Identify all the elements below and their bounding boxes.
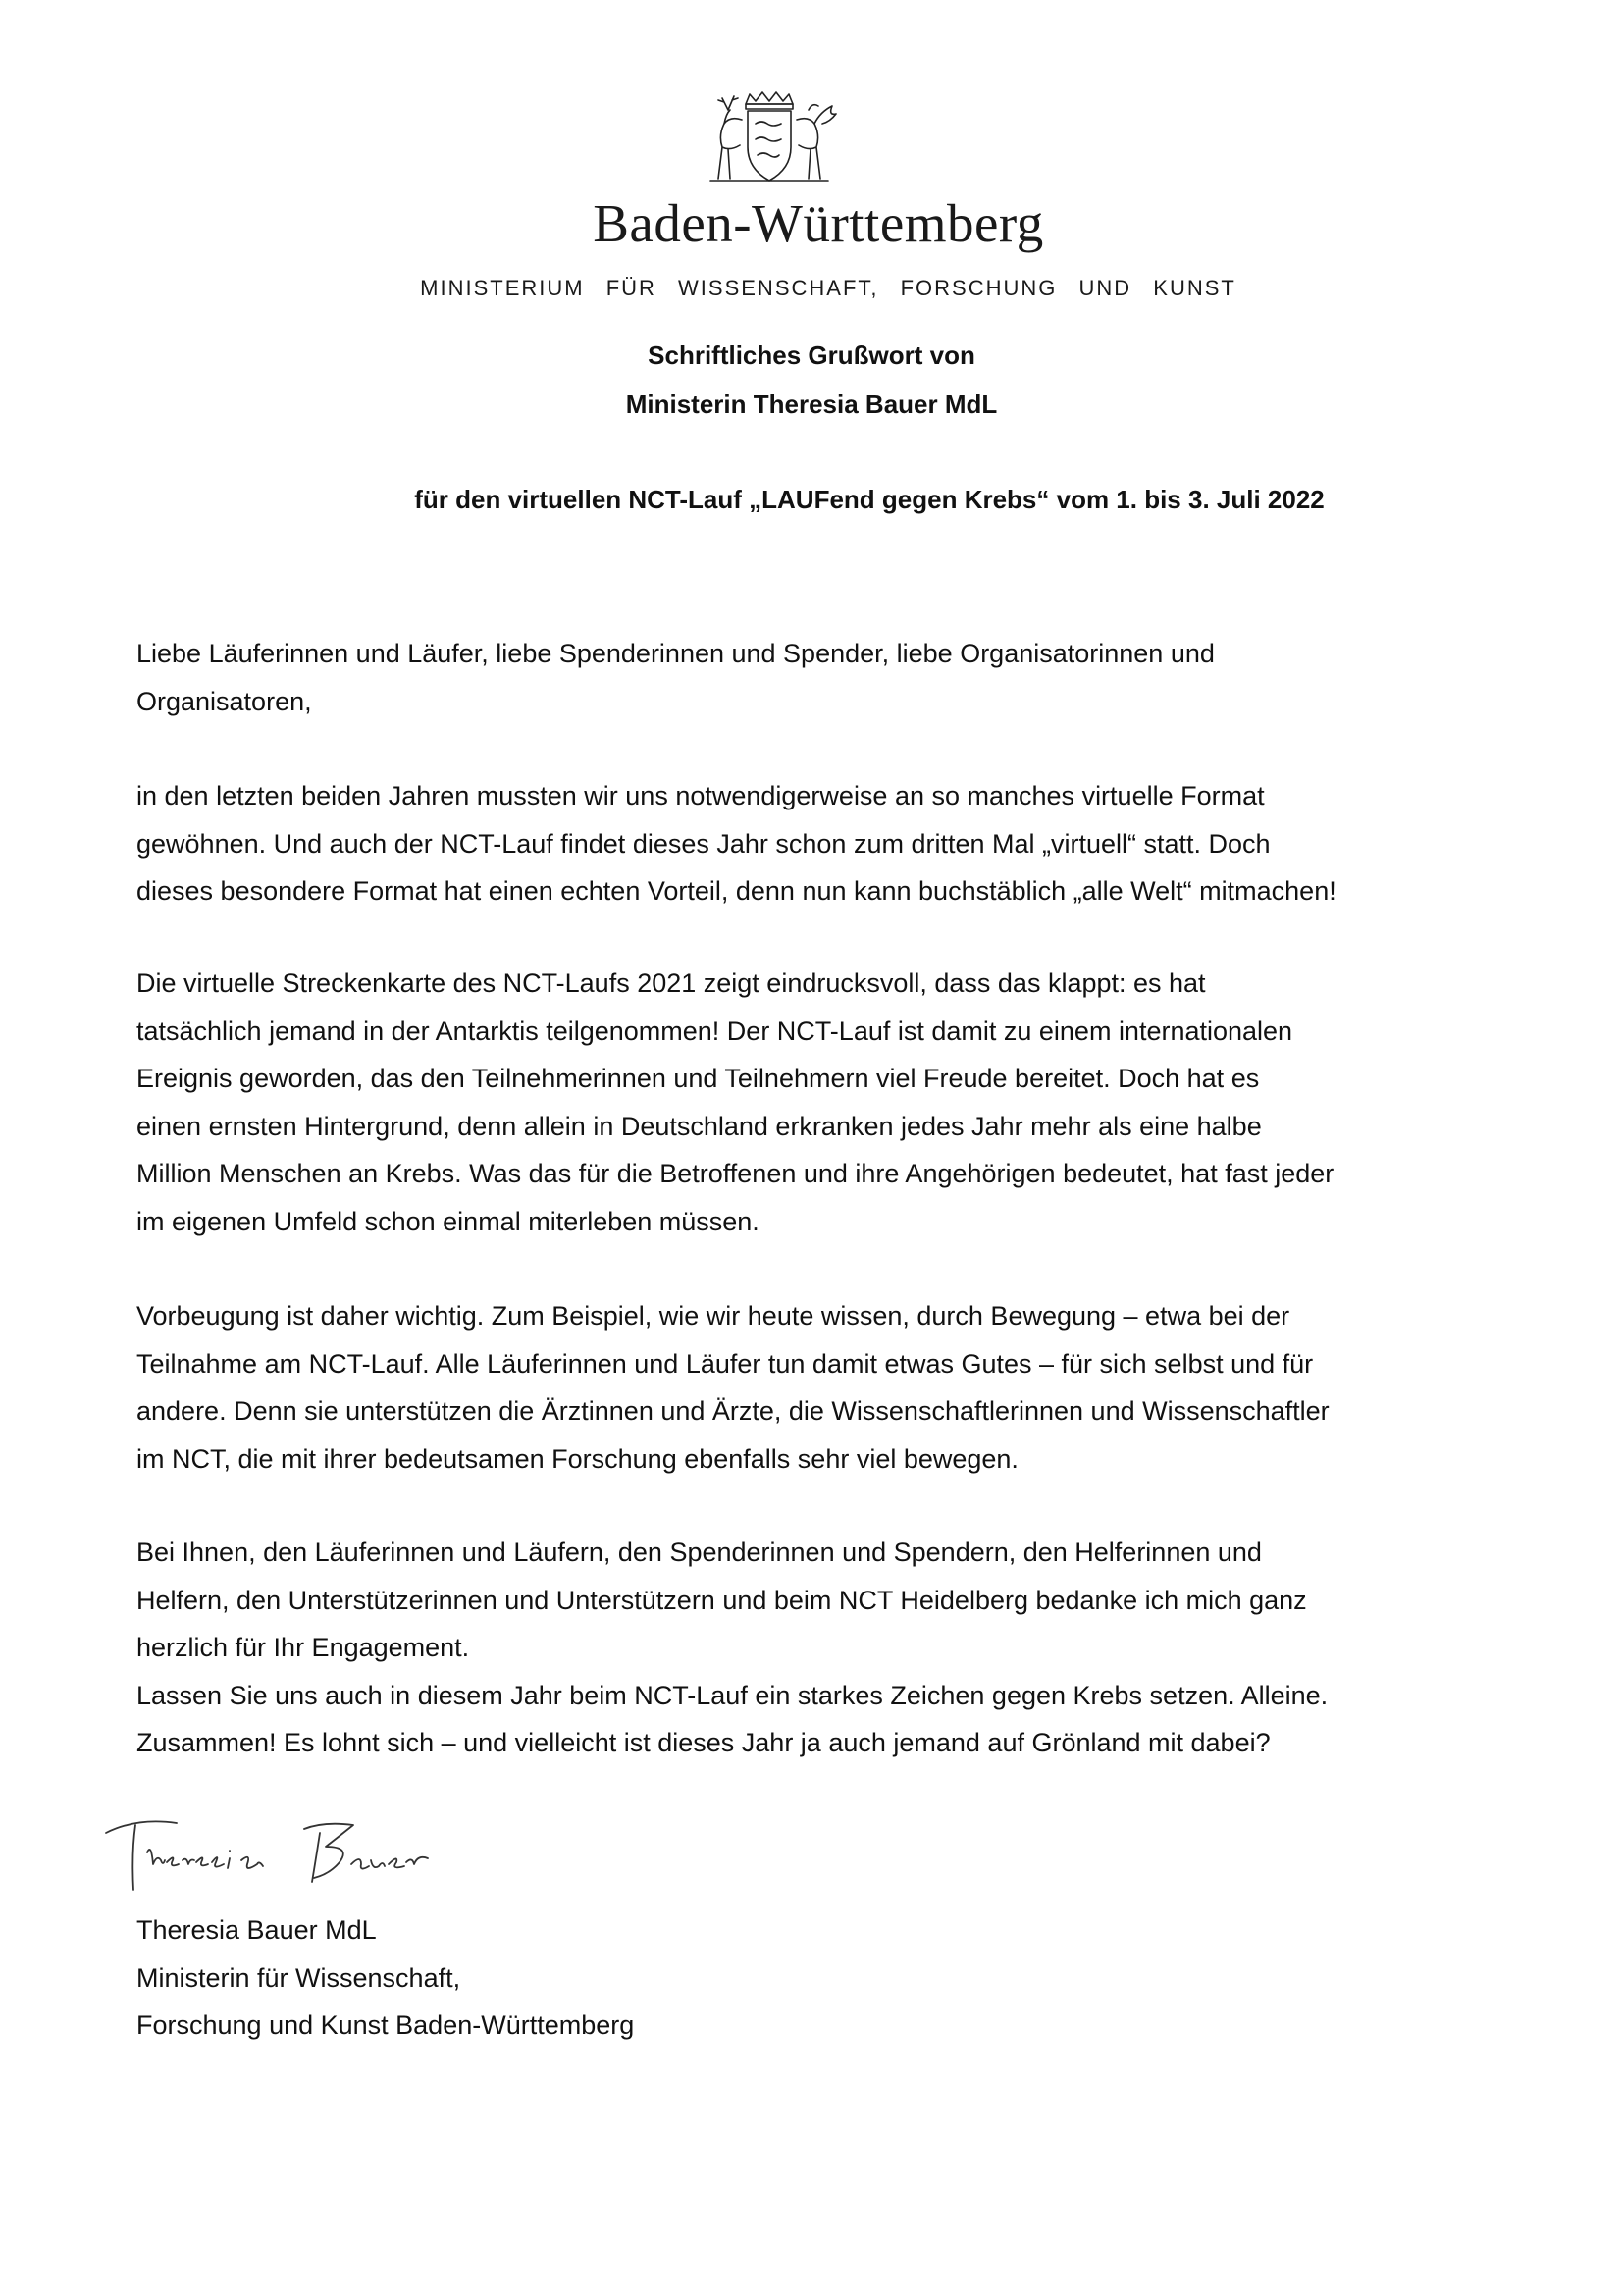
salutation-text: Liebe Läuferinnen und Läufer, liebe Spenderinnen und Spender, liebe Organisatorinnen und Organisatoren, xyxy=(136,639,1215,716)
document-occasion: für den virtuellen NCT-Lauf „LAUFend gegen Krebs“ vom 1. bis 3. Juli 2022 xyxy=(414,485,1325,514)
paragraph-text: Vorbeugung ist daher wichtig. Zum Beispiel, wie wir heute wissen, durch Bewegung – etwa bei der Teilnahme am NCT-Lauf. Alle Läuferinnen und Läufer tun damit etwas Gutes – für sich selbst und für andere. Denn sie unterstützen die Ärztinnen und Ärzte, die Wissenschaftlerinnen und Wissenschaftler im NCT, die mit ihrer bedeutsamen Forschung ebenfalls sehr viel bewegen. xyxy=(136,1301,1330,1474)
ministry-name: MINISTERIUM FÜR WISSENSCHAFT, FORSCHUNG UND KUNST xyxy=(420,276,1236,300)
paragraph-text: Die virtuelle Streckenkarte des NCT-Laufs 2021 zeigt eindrucksvoll, dass das klappt: es hat tatsächlich jemand in der Antarktis teilgenommen! Der NCT-Lauf ist damit zu einem internationalen Ereignis geworden, das den Teilnehmerinnen und Teilnehmern viel Freude bereitet. Doch hat es einen ernsten Hintergrund, denn allein in Deutschland erkranken jedes Jahr mehr als eine halbe Million Menschen an Krebs. Was das für die Betroffenen und ihre Angehörigen bedeutet, hat fast jeder im eigenen Umfeld schon einmal miterleben müssen. xyxy=(136,968,1335,1236)
signer-block xyxy=(136,1906,634,2050)
paragraph xyxy=(136,1292,1412,1483)
signer-name: Theresia Bauer MdL xyxy=(136,1915,377,1945)
coat-of-arms-icon xyxy=(685,90,854,188)
paragraph xyxy=(136,960,1412,1245)
state-name: Baden-Württemberg xyxy=(593,193,1044,253)
salutation xyxy=(136,630,1412,725)
signer-role-line1: Ministerin für Wissenschaft, xyxy=(136,1962,461,1993)
signer-role-line2: Forschung und Kunst Baden-Württemberg xyxy=(136,2010,635,2040)
document-title-line1: Schriftliches Grußwort von xyxy=(648,340,975,370)
handwritten-signature xyxy=(98,1803,589,1911)
paragraph-text: in den letzten beiden Jahren mussten wir uns notwendigerweise an so manches virtuelle Format gewöhnen. Und auch der NCT-Lauf findet dieses Jahr schon zum dritten Mal „virtuell“ statt. Doch dieses besondere Format hat einen echten Vorteil, denn nun kann buchstäblich „alle Welt“ mitmachen! xyxy=(136,781,1336,906)
paragraph xyxy=(136,772,1412,915)
paragraph-text: Bei Ihnen, den Läuferinnen und Läufern, den Spenderinnen und Spendern, den Helferinnen und Helfern, den Unterstützerinnen und Unterstützern und beim NCT Heidelberg bedanke ich mich ganz herzlich für Ihr Engagement. Lassen Sie uns auch in diesem Jahr beim NCT-Lauf ein starkes Zeichen gegen Krebs setzen. Alleine. Zusammen! Es lohnt sich – und vielleicht ist dieses Jahr ja auch jemand auf Grönland mit dabei? xyxy=(136,1538,1329,1757)
document-title-line2: Ministerin Theresia Bauer MdL xyxy=(625,390,998,419)
paragraph xyxy=(136,1529,1412,1767)
